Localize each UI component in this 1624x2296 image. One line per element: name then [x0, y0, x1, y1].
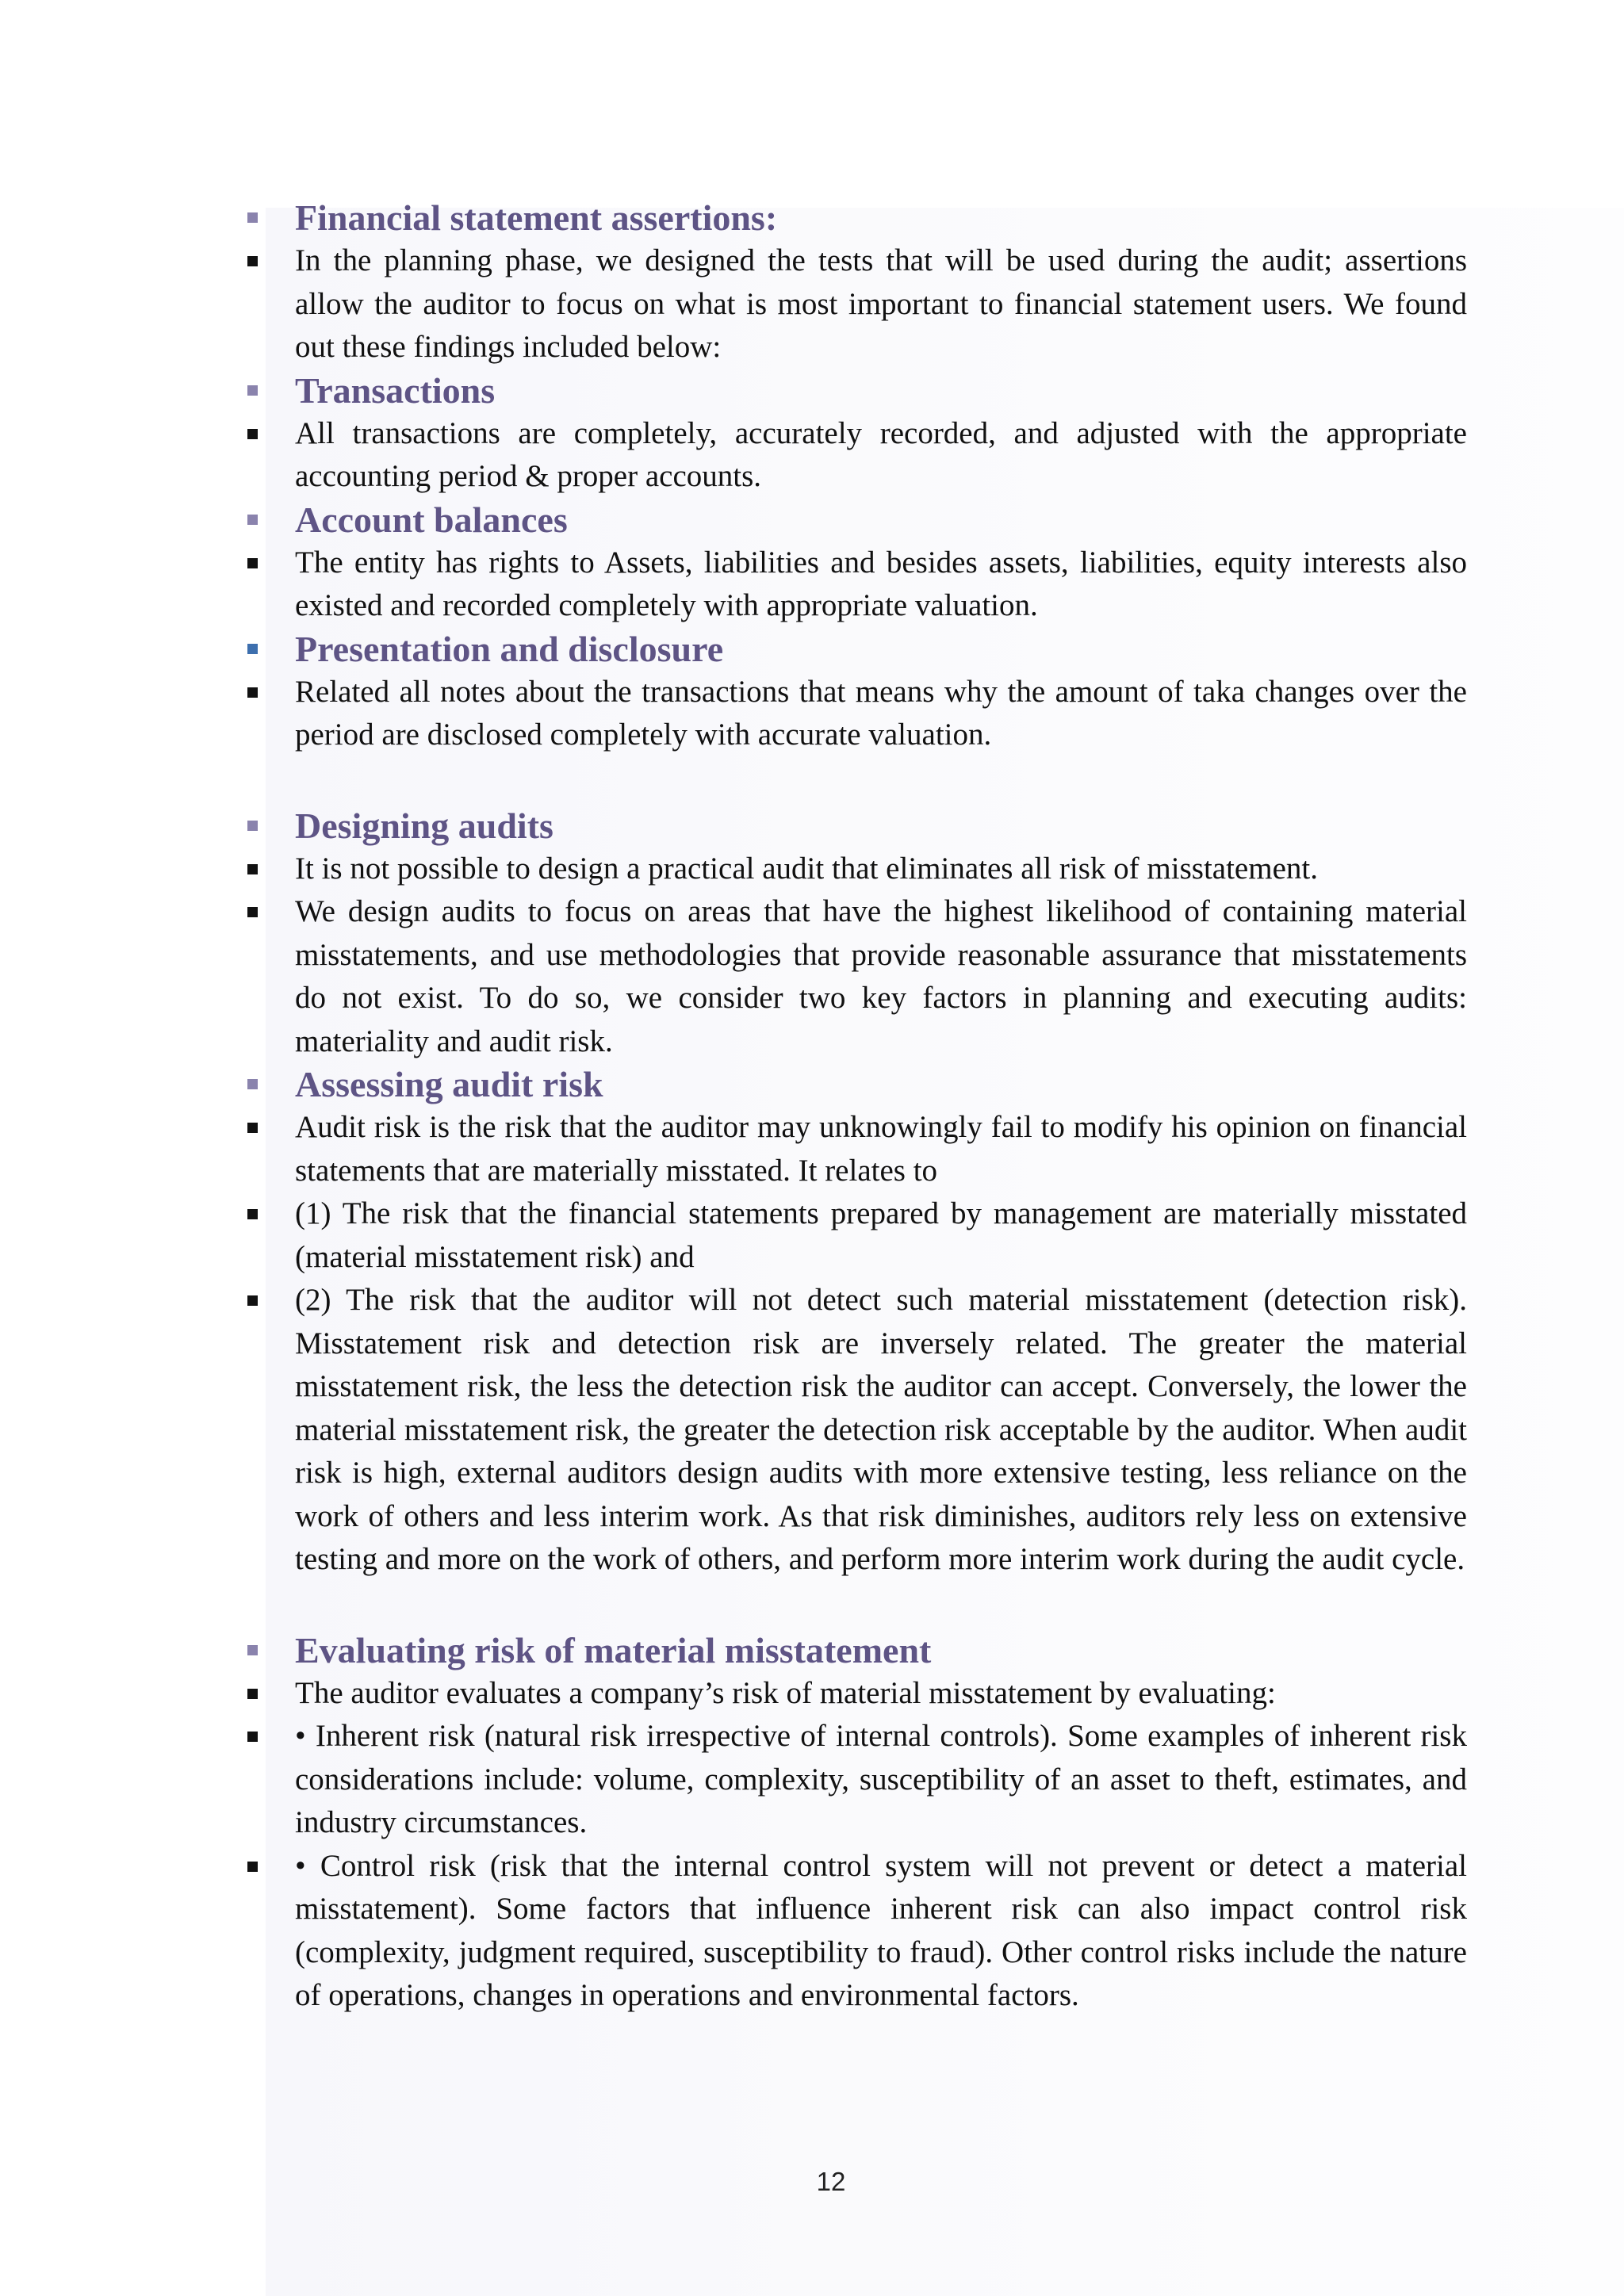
square-bullet-icon	[247, 212, 258, 223]
heading-text: Transactions	[295, 369, 496, 411]
bullet-paragraph	[0, 1715, 1624, 1845]
paragraph-text: • Control risk (risk that the internal control system will not prevent or detect a material misstatement). Some factors that influence inherent risk can also impact control risk (complexity, judgment required, susceptibility to fraud). Other control risks include the nature of operations, changes in operations and environmental factors.	[295, 1848, 1467, 2012]
section-spacer	[0, 1582, 1624, 1629]
square-bullet-icon	[247, 1123, 258, 1133]
heading-text: Presentation and disclosure	[295, 628, 724, 669]
heading-text: Assessing audit risk	[295, 1064, 603, 1104]
bullet-paragraph	[0, 1845, 1624, 2018]
square-bullet-icon	[247, 1645, 258, 1655]
square-bullet-icon	[247, 687, 258, 698]
paragraph-text: It is not possible to design a practical audit that eliminates all risk of misstatement.	[295, 851, 1318, 886]
section-heading	[0, 369, 1624, 412]
bullet-paragraph	[0, 541, 1624, 628]
square-bullet-icon	[247, 1079, 258, 1089]
square-bullet-icon	[247, 1862, 258, 1872]
paragraph-text: In the planning phase, we designed the tests that will be used during the audit; assertions allow the auditor to focus on what is most important to financial statement users. We found out these findings included below:	[295, 243, 1467, 364]
bullet-paragraph	[0, 671, 1624, 757]
section-heading	[0, 805, 1624, 848]
square-bullet-icon	[247, 1689, 258, 1699]
square-bullet-icon	[247, 864, 258, 874]
bullet-paragraph	[0, 848, 1624, 891]
bullet-paragraph	[0, 890, 1624, 1063]
paragraph-text: Audit risk is the risk that the auditor may unknowingly fail to modify his opinion on financial statements that are materially misstated. It relates to	[295, 1110, 1467, 1188]
section-heading	[0, 197, 1624, 239]
paragraph-text: We design audits to focus on areas that have the highest likelihood of containing material misstatements, and use methodologies that provide reasonable assurance that misstatements do not exist. To do so, we consider two key factors in planning and executing audits: materiality and audit risk.	[295, 894, 1467, 1058]
paragraph-text: All transactions are completely, accurately recorded, and adjusted with the appropriate accounting period & proper accounts.	[295, 415, 1467, 493]
bullet-paragraph	[0, 239, 1624, 369]
paragraph-text: • Inherent risk (natural risk irrespective of internal controls). Some examples of inherent risk considerations include: volume, complexity, susceptibility of an asset to theft, estimates, and industry circumstances.	[295, 1719, 1467, 1839]
square-bullet-icon	[247, 1209, 258, 1219]
heading-text: Financial statement assertions:	[295, 197, 778, 238]
square-bullet-icon	[247, 429, 258, 439]
square-bullet-icon	[247, 256, 258, 266]
section-heading	[0, 499, 1624, 541]
bullet-paragraph	[0, 1279, 1624, 1582]
paragraph-text: Related all notes about the transactions that means why the amount of taka changes over the period are disclosed completely with accurate valuation.	[295, 674, 1467, 752]
square-bullet-icon	[247, 821, 258, 831]
heading-text: Account balances	[295, 499, 568, 540]
square-bullet-icon	[247, 1732, 258, 1742]
bullet-paragraph	[0, 412, 1624, 499]
square-bullet-icon	[247, 644, 258, 654]
paragraph-text: The entity has rights to Assets, liabilities and besides assets, liabilities, equity interests also existed and recorded completely with appropriate valuation.	[295, 545, 1467, 622]
heading-text: Evaluating risk of material misstatement	[295, 1629, 932, 1670]
section-heading	[0, 1629, 1624, 1672]
square-bullet-icon	[247, 385, 258, 396]
square-bullet-icon	[247, 558, 258, 568]
bullet-paragraph	[0, 1192, 1624, 1279]
paragraph-text: (2) The risk that the auditor will not detect such material misstatement (detection risk). Misstatement risk and detection risk are inversely related. The greater the material misstatement risk, the less the detection risk the auditor can accept. Conversely, the lower the material misstatement risk, the greater the detection risk acceptable by the auditor. When audit risk is high, external auditors design audits with more extensive testing, less reliance on the work of others and less interim work. As that risk diminishes, auditors rely less on extensive testing and more on the work of others, and perform more interim work during the audit cycle.	[295, 1283, 1467, 1576]
square-bullet-icon	[247, 515, 258, 525]
paragraph-text: (1) The risk that the financial statements prepared by management are materially misstated (material misstatement risk) and	[295, 1196, 1467, 1274]
section-spacer	[0, 757, 1624, 805]
section-heading	[0, 1063, 1624, 1106]
square-bullet-icon	[247, 1295, 258, 1306]
bullet-paragraph	[0, 1672, 1624, 1716]
heading-text: Designing audits	[295, 805, 553, 846]
bullet-paragraph	[0, 1106, 1624, 1192]
square-bullet-icon	[247, 907, 258, 917]
paragraph-text: The auditor evaluates a company’s risk of material misstatement by evaluating:	[295, 1675, 1276, 1710]
section-heading	[0, 628, 1624, 671]
page-number: 12	[816, 2167, 846, 2196]
